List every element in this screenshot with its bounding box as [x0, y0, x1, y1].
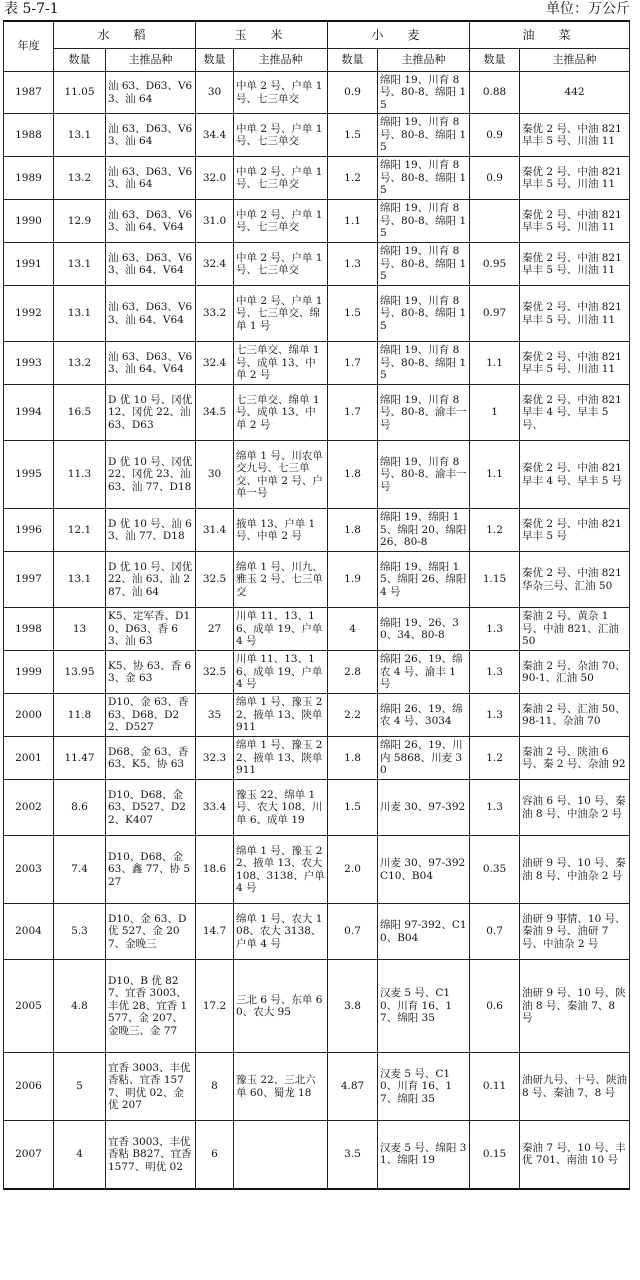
corn-quantity: 32.0: [196, 157, 234, 200]
row-year: 1999: [4, 651, 54, 694]
corn-quantity: 33.4: [196, 780, 234, 836]
wheat-varieties: 绵阳 26、19、绵农 4 号、渝丰 1 号: [378, 651, 470, 694]
wheat-varieties: 汉麦 5 号、C10、川育 16、17、绵阳 35: [378, 1053, 470, 1121]
wheat-quantity: 1.8: [328, 441, 378, 509]
corn-varieties: 七三单交、绵单 1 号、成单 13、中单 2 号: [234, 342, 328, 385]
rapeseed-varieties: 秦优 2 号、中油 821 早丰 5 号: [520, 509, 630, 552]
rice-varieties: K5、定军香、D10、D63、香 63、汕 63: [106, 608, 196, 651]
rapeseed-varieties: 秦优 2 号、中油 821 早丰 4 号、早丰 5 号、: [520, 385, 630, 441]
rice-quantity: 8.6: [54, 780, 106, 836]
rapeseed-varieties: 秦油 2 号、陕油 6 号、秦 2 号、杂油 92: [520, 737, 630, 780]
header-rice: 水 稻: [54, 21, 196, 49]
wheat-varieties: 川麦 30、97-392: [378, 780, 470, 836]
corn-quantity: 31.0: [196, 200, 234, 243]
corn-quantity: 17.2: [196, 960, 234, 1053]
corn-varieties: 中单 2 号、户单 1 号、七三单交: [234, 72, 328, 114]
row-year: 1988: [4, 114, 54, 157]
header-corn: 玉 米: [196, 21, 328, 49]
rapeseed-varieties: 秦油 7 号、10 号、丰优 701、南油 10 号: [520, 1121, 630, 1189]
rice-varieties: 宜香 3003、丰优香粘 B827、宜香 1577、明优 02: [106, 1121, 196, 1189]
row-year: 1995: [4, 441, 54, 509]
corn-varieties: 三北 6 号、东单 60、农大 95: [234, 960, 328, 1053]
rice-quantity: 13: [54, 608, 106, 651]
corn-quantity: 35: [196, 694, 234, 737]
row-year: 2001: [4, 737, 54, 780]
rice-varieties: D10、金 63、D 优 527、金 207、金晚三: [106, 904, 196, 960]
corn-varieties: 掖单 13、户单 1 号、中单 2 号: [234, 509, 328, 552]
rice-varieties: 汕 63、D63、V63、汕 64: [106, 157, 196, 200]
rapeseed-varieties: 油研 9 号、10 号、秦油 8 号、中油杂 2 号: [520, 836, 630, 904]
rice-varieties: 汕 63、D63、V63、汕 64: [106, 114, 196, 157]
corn-varieties: 豫玉 22、绵单 1 号、农大 108、川单 6、成单 19: [234, 780, 328, 836]
rapeseed-quantity: 0.97: [470, 286, 520, 342]
wheat-quantity: 4: [328, 608, 378, 651]
rapeseed-quantity: 1.2: [470, 737, 520, 780]
wheat-varieties: 绵阳 19、26、30、34、80-8: [378, 608, 470, 651]
table-row: [4, 286, 630, 342]
wheat-quantity: 1.8: [328, 737, 378, 780]
rapeseed-varieties: 油研 9 号、10 号、陕油 8 号、秦油 7、8 号: [520, 960, 630, 1053]
table-row: [4, 608, 630, 651]
table-row: [4, 737, 630, 780]
corn-varieties: 豫玉 22、三北六单 60、蜀龙 18: [234, 1053, 328, 1121]
rice-quantity: 5: [54, 1053, 106, 1121]
rapeseed-varieties: 秦优 2 号、中油 821 华杂三号、汇油 50: [520, 552, 630, 608]
rice-varieties: 汕 63、D63、V63、汕 64、V64: [106, 200, 196, 243]
rice-quantity: 4: [54, 1121, 106, 1189]
corn-varieties: 绵单 1 号、豫玉 22、掖单 13、农大 108、3138、户单 4 号: [234, 836, 328, 904]
rapeseed-quantity: 1.3: [470, 780, 520, 836]
wheat-quantity: 3.5: [328, 1121, 378, 1189]
wheat-varieties: 绵阳 19、川育 8 号、80-8、绵阳 15: [378, 200, 470, 243]
wheat-quantity: 2.8: [328, 651, 378, 694]
rice-varieties: D68、金 63、香 63、K5、协 63: [106, 737, 196, 780]
corn-quantity: 32.4: [196, 342, 234, 385]
corn-quantity: 32.3: [196, 737, 234, 780]
wheat-varieties: 绵阳 26、19、川内 5868、川麦 30: [378, 737, 470, 780]
rapeseed-varieties: 秦油 2 号、汇油 50、98-11、杂油 70: [520, 694, 630, 737]
corn-quantity: 31.4: [196, 509, 234, 552]
rice-quantity: 11.3: [54, 441, 106, 509]
row-year: 2005: [4, 960, 54, 1053]
wheat-varieties: 绵阳 19、绵阳 15、绵阳 26、绵阳 4 号: [378, 552, 470, 608]
table-row: [4, 385, 630, 441]
rice-quantity: 11.05: [54, 72, 106, 114]
row-year: 2000: [4, 694, 54, 737]
rapeseed-quantity: 0.7: [470, 904, 520, 960]
rapeseed-quantity: 0.15: [470, 1121, 520, 1189]
wheat-varieties: 绵阳 19、川育 8 号、80-8、绵阳 15: [378, 243, 470, 286]
table-caption: 表 5-7-1: [4, 1, 59, 17]
corn-quantity: 32.4: [196, 243, 234, 286]
wheat-varieties: 绵阳 19、川育 8 号、80-8、绵阳 15: [378, 157, 470, 200]
table-row: [4, 651, 630, 694]
rapeseed-quantity: 1.1: [470, 342, 520, 385]
row-year: 1996: [4, 509, 54, 552]
rapeseed-quantity: 1.1: [470, 441, 520, 509]
wheat-varieties: 绵阳 19、川育 8 号、80-8、绵阳 15: [378, 114, 470, 157]
wheat-quantity: 1.1: [328, 200, 378, 243]
corn-quantity: 32.5: [196, 552, 234, 608]
rice-varieties: 汕 63、D63、V63、汕 64、V64: [106, 243, 196, 286]
table-row: [4, 960, 630, 1053]
corn-varieties: 川单 11、13、16、成单 19、户单 4 号: [234, 608, 328, 651]
corn-varieties: [234, 1121, 328, 1189]
rapeseed-varieties: 秦油 2 号、杂油 70、90-1、汇油 50: [520, 651, 630, 694]
row-year: 2007: [4, 1121, 54, 1189]
wheat-quantity: 1.3: [328, 243, 378, 286]
rice-varieties: D10、D68、金 63、鑫 77、协 527: [106, 836, 196, 904]
rapeseed-varieties: 秦油 2 号、黄杂 1 号、中油 821、汇油 50: [520, 608, 630, 651]
table-row: [4, 694, 630, 737]
rapeseed-quantity: 0.35: [470, 836, 520, 904]
wheat-quantity: 1.7: [328, 385, 378, 441]
corn-quantity: 30: [196, 441, 234, 509]
table-row: [4, 1121, 630, 1189]
rapeseed-quantity: 1: [470, 385, 520, 441]
wheat-quantity: 4.87: [328, 1053, 378, 1121]
rice-varieties: D10、金 63、香 63、D68、D22、D527: [106, 694, 196, 737]
header-wheat: 小 麦: [328, 21, 470, 49]
wheat-quantity: 1.8: [328, 509, 378, 552]
corn-varieties: 绵单 1 号、农大 108、农大 3138、户单 4 号: [234, 904, 328, 960]
rice-quantity: 11.8: [54, 694, 106, 737]
corn-quantity: 6: [196, 1121, 234, 1189]
corn-varieties: 川单 11、13、16、成单 19、户单 4 号: [234, 651, 328, 694]
rapeseed-quantity: 1.3: [470, 608, 520, 651]
corn-quantity: 32.5: [196, 651, 234, 694]
rapeseed-quantity: 0.11: [470, 1053, 520, 1121]
table-row: [4, 904, 630, 960]
wheat-varieties: 绵阳 19、绵阳 15、绵阳 20、绵阳 26、80-8: [378, 509, 470, 552]
rice-quantity: 13.2: [54, 342, 106, 385]
rice-quantity: 13.1: [54, 243, 106, 286]
rapeseed-varieties: 秦优 2 号、中油 821 早丰 5 号、川油 11: [520, 286, 630, 342]
rice-varieties: D 优 10 号、冈优 22、冈优 23、汕 63、汕 77、D18: [106, 441, 196, 509]
table-row: [4, 836, 630, 904]
subheader-qty: 数量: [328, 49, 378, 72]
rapeseed-quantity: [470, 200, 520, 243]
wheat-varieties: 绵阳 19、川育 8 号、80-8、绵阳 15: [378, 72, 470, 114]
rice-varieties: K5、协 63、香 63、金 63: [106, 651, 196, 694]
row-year: 1990: [4, 200, 54, 243]
wheat-quantity: 1.2: [328, 157, 378, 200]
wheat-quantity: 0.9: [328, 72, 378, 114]
rapeseed-quantity: 1.15: [470, 552, 520, 608]
rapeseed-varieties: 秦优 2 号、中油 821 早丰 5 号、川油 11: [520, 342, 630, 385]
wheat-quantity: 1.7: [328, 342, 378, 385]
rice-quantity: 12.1: [54, 509, 106, 552]
subheader-qty: 数量: [470, 49, 520, 72]
row-year: 1997: [4, 552, 54, 608]
row-year: 1993: [4, 342, 54, 385]
wheat-quantity: 0.7: [328, 904, 378, 960]
wheat-quantity: 3.8: [328, 960, 378, 1053]
wheat-varieties: 绵阳 97-392、C10、B04: [378, 904, 470, 960]
row-year: 2002: [4, 780, 54, 836]
table-row: [4, 157, 630, 200]
rice-varieties: D10、B 优 827、宜香 3003、丰优 28、宜香 1577、金 207、金晚三、金 77: [106, 960, 196, 1053]
row-year: 1992: [4, 286, 54, 342]
rice-quantity: 13.95: [54, 651, 106, 694]
rice-quantity: 11.47: [54, 737, 106, 780]
table-row: [4, 342, 630, 385]
wheat-varieties: 川麦 30、97-392C10、B04: [378, 836, 470, 904]
rice-varieties: 宜香 3003、丰优香粘、宜香 1577、明优 02、金优 207: [106, 1053, 196, 1121]
subheader-qty: 数量: [54, 49, 106, 72]
wheat-varieties: 绵阳 19、川育 8 号、80-8、绵阳 15: [378, 286, 470, 342]
corn-varieties: 中单 2 号、户单 1 号、七三单交: [234, 243, 328, 286]
wheat-varieties: 绵阳 19、川育 8 号、80-8、渝丰一号: [378, 441, 470, 509]
table-row: [4, 509, 630, 552]
rice-quantity: 16.5: [54, 385, 106, 441]
row-year: 1994: [4, 385, 54, 441]
corn-quantity: 8: [196, 1053, 234, 1121]
wheat-quantity: 1.5: [328, 114, 378, 157]
corn-quantity: 34.5: [196, 385, 234, 441]
rice-varieties: D10、D68、金 63、D527、D22、K407: [106, 780, 196, 836]
row-year: 1987: [4, 72, 54, 114]
corn-varieties: 绵单 1 号、豫玉 22、掖单 13、陕单 911: [234, 737, 328, 780]
rapeseed-varieties: 442: [520, 72, 630, 114]
wheat-varieties: 绵阳 19、川育 8 号、80-8、绵阳 15: [378, 342, 470, 385]
corn-quantity: 33.2: [196, 286, 234, 342]
rice-quantity: 13.2: [54, 157, 106, 200]
rapeseed-quantity: 1.2: [470, 509, 520, 552]
subheader-variety: 主推品种: [106, 49, 196, 72]
table-row: [4, 114, 630, 157]
corn-varieties: 中单 2 号、户单 1 号、七三单交、绵单 1 号: [234, 286, 328, 342]
row-year: 2003: [4, 836, 54, 904]
rapeseed-varieties: 油研九号、十号、陕油 8 号、秦油 7、8 号: [520, 1053, 630, 1121]
table-body: [4, 72, 630, 1189]
wheat-quantity: 1.9: [328, 552, 378, 608]
rapeseed-quantity: 0.9: [470, 114, 520, 157]
subheader-qty: 数量: [196, 49, 234, 72]
rapeseed-varieties: 油研 9 事情、10 号、秦油 9 号、油研 7 号、中油杂 2 号: [520, 904, 630, 960]
header-rapeseed: 油 菜: [470, 21, 630, 49]
rice-quantity: 13.1: [54, 552, 106, 608]
rice-quantity: 13.1: [54, 114, 106, 157]
table-row: [4, 552, 630, 608]
rapeseed-quantity: 1.3: [470, 651, 520, 694]
wheat-varieties: 汉麦 5 号、C10、川育 16、17、绵阳 35: [378, 960, 470, 1053]
corn-varieties: 绵单 1 号、豫玉 22、掖单 13、陕单 911: [234, 694, 328, 737]
rice-varieties: D 优 10 号、汕 63、汕 77、D18: [106, 509, 196, 552]
rapeseed-varieties: 秦优 2 号、中油 821 早丰 5 号、川油 11: [520, 157, 630, 200]
rice-quantity: 4.8: [54, 960, 106, 1053]
rapeseed-varieties: 秦优 2 号、中油 821 早丰 4 号、早丰 5 号: [520, 441, 630, 509]
rice-varieties: 汕 63、D63、V63、汕 64、V64: [106, 342, 196, 385]
corn-varieties: 中单 2 号、户单 1 号、七三单交: [234, 114, 328, 157]
wheat-quantity: 1.5: [328, 780, 378, 836]
corn-varieties: 绵单 1 号、川农单交九号、七三单交、中单 2 号、户单一号: [234, 441, 328, 509]
corn-quantity: 27: [196, 608, 234, 651]
table-row: [4, 72, 630, 114]
table-row: [4, 441, 630, 509]
corn-varieties: 七三单交、绵单 1 号、成单 13、中单 2 号: [234, 385, 328, 441]
table-row: [4, 243, 630, 286]
wheat-quantity: 2.2: [328, 694, 378, 737]
rapeseed-varieties: 秦优 2 号、中油 821 早丰 5 号、川油 11: [520, 200, 630, 243]
rapeseed-quantity: 1.3: [470, 694, 520, 737]
corn-quantity: 34.4: [196, 114, 234, 157]
rapeseed-quantity: 0.6: [470, 960, 520, 1053]
rice-quantity: 12.9: [54, 200, 106, 243]
rice-varieties: D 优 10 号、冈优 12、冈优 22、汕 63、D63: [106, 385, 196, 441]
header-year: 年度: [4, 21, 54, 72]
corn-quantity: 30: [196, 72, 234, 114]
rice-varieties: 汕 63、D63、V63、汕 64: [106, 72, 196, 114]
row-year: 2004: [4, 904, 54, 960]
wheat-varieties: 汉麦 5 号、绵阳 31、绵阳 19: [378, 1121, 470, 1189]
rice-quantity: 5.3: [54, 904, 106, 960]
wheat-quantity: 2.0: [328, 836, 378, 904]
table-row: [4, 780, 630, 836]
seed-table: [3, 20, 630, 1190]
corn-varieties: 绵单 1 号、川九、雅玉 2 号、七三单交: [234, 552, 328, 608]
wheat-quantity: 1.5: [328, 286, 378, 342]
rapeseed-quantity: 0.9: [470, 157, 520, 200]
corn-quantity: 14.7: [196, 904, 234, 960]
rapeseed-varieties: 容油 6 号、10 号、秦油 8 号、中油杂 2 号: [520, 780, 630, 836]
wheat-varieties: 绵阳 19、川育 8 号、80-8、渝丰一号: [378, 385, 470, 441]
subheader-variety: 主推品种: [378, 49, 470, 72]
subheader-variety: 主推品种: [234, 49, 328, 72]
rapeseed-varieties: 秦优 2 号、中油 821 早丰 5 号、川油 11: [520, 243, 630, 286]
row-year: 1991: [4, 243, 54, 286]
corn-quantity: 18.6: [196, 836, 234, 904]
rapeseed-quantity: 0.88: [470, 72, 520, 114]
corn-varieties: 中单 2 号、户单 1 号、七三单交: [234, 200, 328, 243]
rapeseed-quantity: 0.95: [470, 243, 520, 286]
rice-quantity: 7.4: [54, 836, 106, 904]
table-row: [4, 200, 630, 243]
table-row: [4, 1053, 630, 1121]
row-year: 2006: [4, 1053, 54, 1121]
rice-varieties: D 优 10 号、冈优 22、汕 63、汕 287、汕 64: [106, 552, 196, 608]
row-year: 1989: [4, 157, 54, 200]
rice-varieties: 汕 63、D63、V63、汕 64、V64: [106, 286, 196, 342]
rapeseed-varieties: 秦优 2 号、中油 821 早丰 5 号、川油 11: [520, 114, 630, 157]
subheader-variety: 主推品种: [520, 49, 630, 72]
wheat-varieties: 绵阳 26、19、绵农 4 号、3034: [378, 694, 470, 737]
row-year: 1998: [4, 608, 54, 651]
rice-quantity: 13.1: [54, 286, 106, 342]
corn-varieties: 中单 2 号、户单 1 号、七三单交: [234, 157, 328, 200]
table-unit: 单位：万公斤: [546, 1, 630, 17]
